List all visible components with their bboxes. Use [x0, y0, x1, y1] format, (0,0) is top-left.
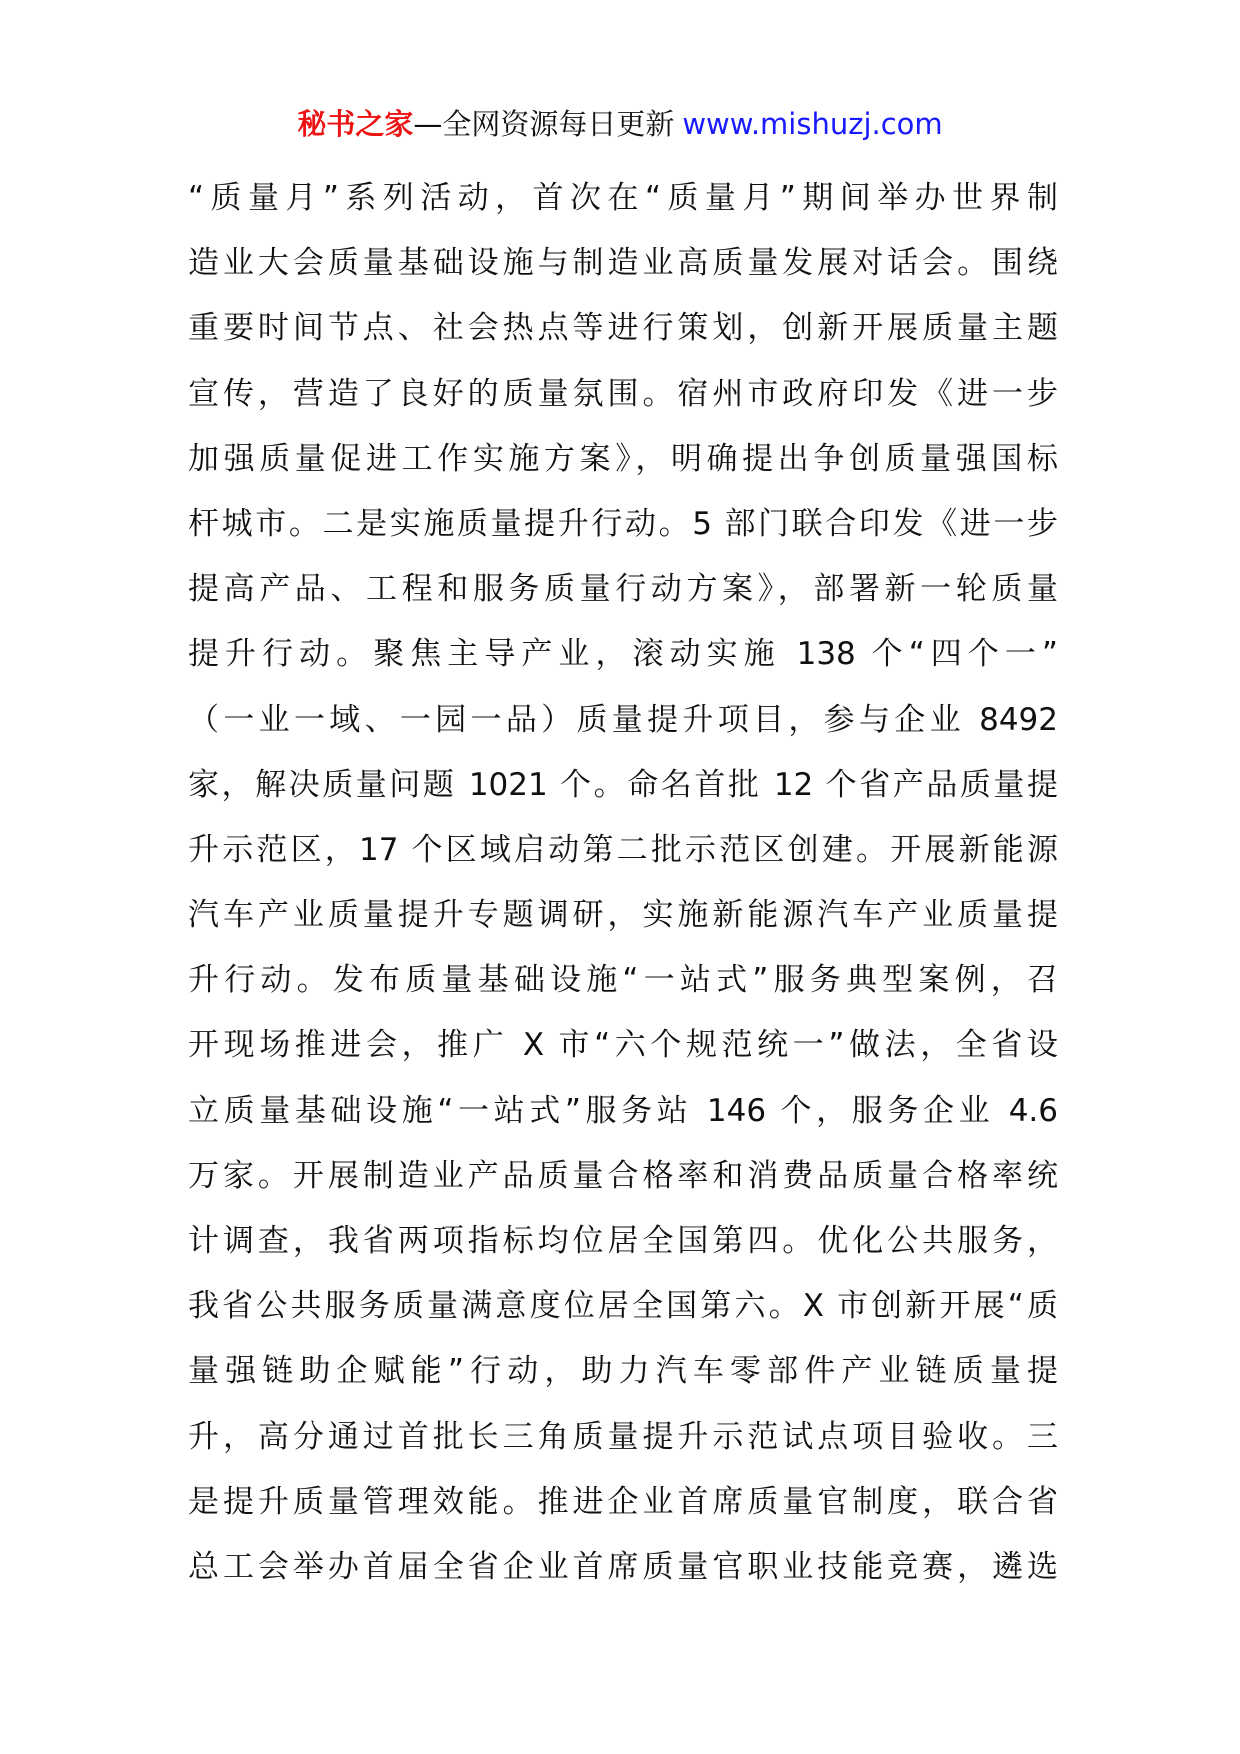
text-line: “质量月”系列活动，首次在“质量月”期间举办世界制 — [188, 180, 1058, 216]
page-header — [0, 104, 1240, 144]
text-line: 是提升质量管理效能。推进企业首席质量官制度，联合省 — [188, 1483, 1058, 1520]
body-paragraph — [188, 166, 1058, 1600]
text-line: 重要时间节点、社会热点等进行策划，创新开展质量主题 — [188, 310, 1058, 347]
text-line: （一业一域、一园一品）质量提升项目，参与企业 8492 — [188, 701, 1058, 738]
brand-name: 秘书之家 — [297, 107, 414, 141]
text-line: 计调查，我省两项指标均位居全国第四。优化公共服务， — [188, 1223, 1058, 1259]
text-line: 升示范区，17 个区域启动第二批示范区创建。开展新能源 — [188, 831, 1058, 868]
text-line: 升行动。发布质量基础设施“一站式”服务典型案例，召 — [188, 962, 1058, 999]
text-line: 汽车产业质量提升专题调研，实施新能源汽车产业质量提 — [188, 897, 1058, 934]
text-line: 总工会举办首届全省企业首席质量官职业技能竞赛，遴选 — [188, 1548, 1058, 1585]
text-line: 宣传，营造了良好的质量氛围。宿州市政府印发《进一步 — [188, 375, 1058, 412]
text-line: 杆城市。二是实施质量提升行动。5 部门联合印发《进一步 — [188, 505, 1058, 542]
text-line: 开现场推进会，推广 X 市“六个规范统一”做法，全省设 — [188, 1027, 1058, 1064]
text-line: 我省公共服务质量满意度位居全国第六。X 市创新开展“质 — [188, 1288, 1058, 1325]
text-line: 提高产品、工程和服务质量行动方案》，部署新一轮质量 — [188, 571, 1058, 608]
text-line: 提升行动。聚焦主导产业，滚动实施 138 个“四个一” — [188, 636, 1058, 673]
text-line: 家，解决质量问题 1021 个。命名首批 12 个省产品质量提 — [188, 766, 1058, 803]
text-line: 立质量基础设施“一站式”服务站 146 个，服务企业 4.6 — [188, 1092, 1058, 1129]
header-tagline: —全网资源每日更新 — [413, 107, 675, 141]
text-line: 量强链助企赋能”行动，助力汽车零部件产业链质量提 — [188, 1353, 1058, 1390]
text-line: 升，高分通过首批长三角质量提升示范试点项目验收。三 — [188, 1418, 1058, 1455]
text-line: 加强质量促进工作实施方案》，明确提出争创质量强国标 — [188, 440, 1058, 477]
website-link[interactable]: www.mishuzj.com — [682, 107, 943, 141]
text-line: 万家。开展制造业产品质量合格率和消费品质量合格率统 — [188, 1157, 1058, 1194]
text-line: 造业大会质量基础设施与制造业高质量发展对话会。围绕 — [188, 245, 1058, 282]
